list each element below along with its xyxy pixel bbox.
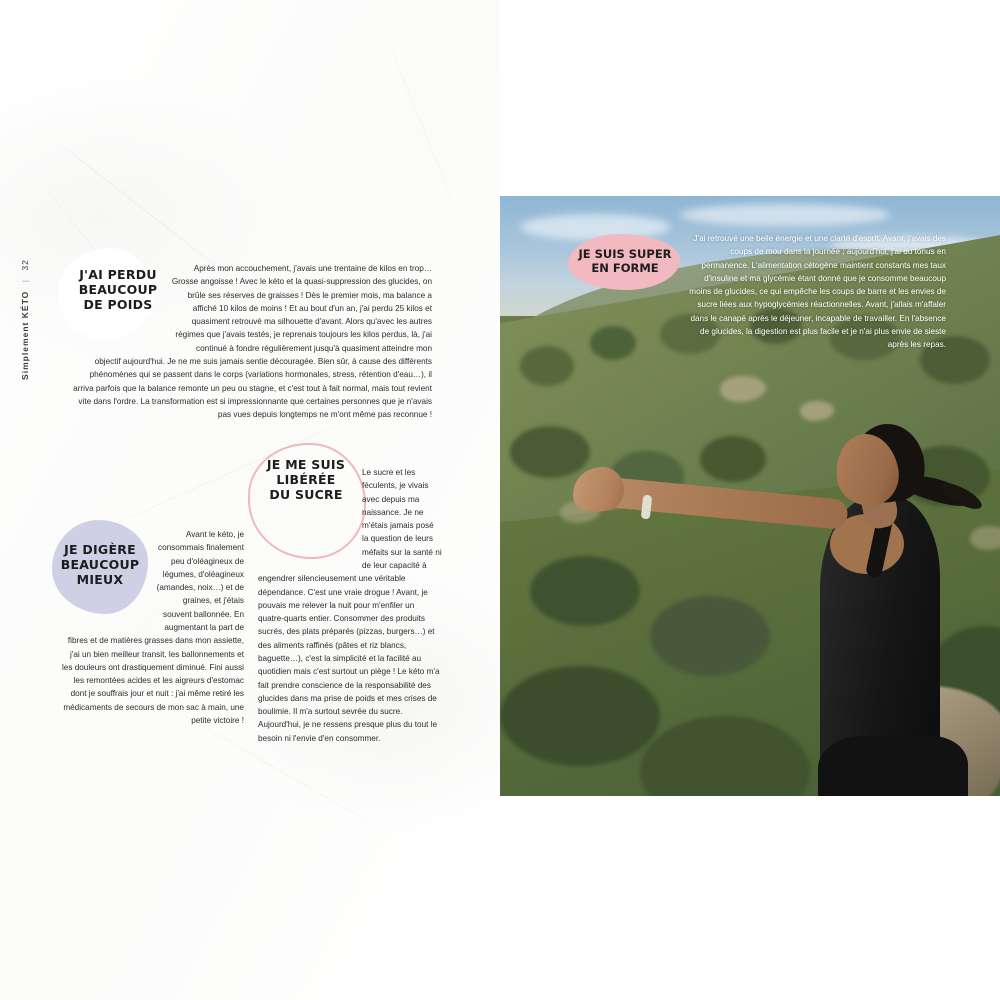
section-body-digestion: Avant le kéto, je consommais finalement peu d'oléagineux de légumes, d'oléagineux (amandes, noix…) et de graines, et j'étais souvent ballonnée. En augmentant la part de fibres et de matières grasses dans mon assiette, j'ai un bien meilleur transit, les ballonnements et les douleurs ont drastiquement diminué. Fini aussi les remontées acides et les aigreurs d'estomac dont je souffrais jour et nuit : j'ai même retiré les médicaments de secours de mon sac à main, une petite victoire !	[61, 530, 244, 725]
section-body-sugar-free-wrap	[258, 466, 442, 745]
photo-body-energy: J'ai retrouvé une belle énergie et une clarté d'esprit. Avant, j'avais des coups de mou dans la journée ; aujourd'hui, j'ai du tonus en permanence. L'alimentation cétogène maintient constants mes taux d'insuline et ma glycémie étant donné que je consomme beaucoup moins de glucides, ce qui empêche les coups de barre et les envies de sucre liées aux hypoglycémies réactionnelles. Avant, j'allais m'affaler dans le canapé après le déjeuner, incapable de travailler. En l'absence de glucides, la digestion est plus facile et je n'ai plus envie de sieste après les repas.	[689, 234, 946, 350]
hand	[567, 462, 628, 517]
running-foot	[20, 259, 30, 380]
spine-separator: |	[20, 279, 30, 283]
section-body-weight-loss: Après mon accouchement, j'avais une trentaine de kilos en trop… Grosse angoisse ! Avec le kéto et la quasi-suppression des glucides, on brûle ses réserves de graisses ! Dès le premier mois, ma balance a affiché 10 kilos de moins ! Et au bout d'un an, j'ai perdu 25 kilos et quasiment retrouvé ma silhouette d'avant. Alors qu'avec les autres régimes que j'avais testés, je reprenais toujours les kilos perdus, là, j'ai continué à fondre régulièrement jusqu'à quasiment atteindre mon objectif aujourd'hui. Je ne me suis jamais sentie découragée. Bien sûr, à cause des différents phénomènes qui se passent dans le corps (variations hormonales, stress, rétention d'eau…), il arriva parfois que la balance remonte un peu ou stagne, et c'est tout à fait normal, mais tout revient vite dans l'ordre. La transformation est si impressionnante que certaines personnes que je n'avais pas vues depuis longtemps ne m'ont même pas reconnue !	[73, 264, 432, 420]
hips	[818, 736, 968, 796]
section-body-sugar-free: Le sucre et les féculents, je vivais avec depuis ma naissance. Je ne m'étais jamais posé la question de leurs méfaits sur la santé ni de leur capacité à engendrer silencieusement une véritable dépendance. C'est une vraie drogue ! Avant, je pouvais me relever la nuit pour m'enfiler un quatre-quarts entier. Consommer des produits sucrés, des plats préparés (pizzas, burgers…) et des aliments raffinés (pâtes et riz blancs, baguette…), c'est la simplicité et la facilité au quotidien mais c'est surtout un piège ! Le kéto m'a fait prendre conscience de la responsabilité des glucides dans ma prise de poids et mes crises de boulimie. Il m'a surtout sevrée du sucre. Aujourd'hui, je ne ressens presque plus du tout le besoin ni l'envie d'en consommer.	[258, 468, 442, 743]
bracelet	[641, 495, 652, 520]
book-title: Simplement KÉTO	[20, 290, 30, 380]
outstretched-arm	[595, 476, 849, 530]
hillside-photo	[500, 196, 1000, 796]
right-page-photo	[500, 196, 1000, 796]
page-number: 32	[20, 259, 30, 271]
section-heading-sugar-free: JE ME SUIS LIBÉRÉE DU SUCRE	[266, 457, 346, 502]
marble-vein	[382, 28, 458, 214]
section-heading-weight-loss: J'AI PERDU BEAUCOUP DE POIDS	[78, 267, 158, 312]
section-heading-digestion: JE DIGÈRE BEAUCOUP MIEUX	[60, 542, 140, 587]
photo-label-energy: JE SUIS SUPER EN FORME	[578, 247, 672, 275]
